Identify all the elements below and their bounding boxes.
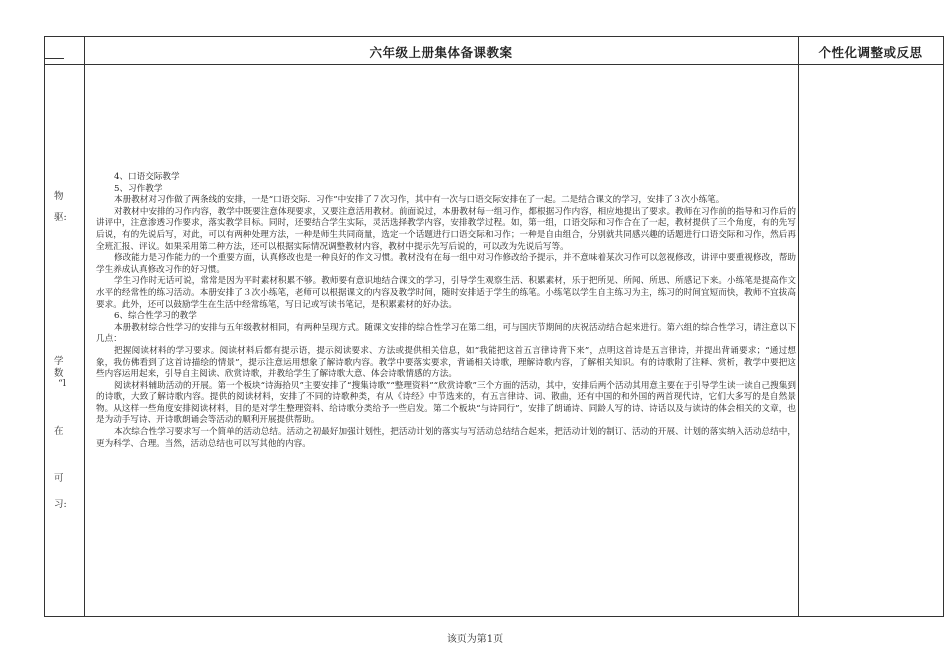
left-margin-tick (44, 58, 64, 59)
content-paragraph: 5、习作教学 (114, 183, 163, 194)
side-fragment: 物 (54, 191, 64, 202)
content-paragraph: 本册教材综合性学习的安排与五年级教材相同，有两种呈现方式。随课文安排的综合性学习在第二组，可与国庆节期间的庆祝活动结合起来进行。第六组的综合性学习，请注意以下几点： (96, 322, 796, 345)
content-paragraph: 学生习作时无话可说，常常是因为平时素材积累不够。教师要有意识地结合课文的学习，引导学生观察生活、积累素材，乐于把所见、所闻、所思、所感记下来。小练笔是提高作文水平的经常性的练习活动。本册安排了３次小练笔，老师可以根据课文的内容及教学时间，随时安排适于学生的练笔。小练笔以学生自主练习为主，练习的时间宜短而快，教师不宜拔高要求。此外，还可以鼓励学生在生活中经常练笔，写日记或写读书笔记，是积累素材的好办法。 (96, 276, 796, 310)
side-column-title: 个性化调整或反思 (818, 45, 923, 60)
content-paragraph: 对教材中安排的习作内容，教学中既要注意体现要求，又要注意活用教材。前面说过，本册教材每一组习作，都根据习作内容，相应地提出了要求。教师在习作前的指导和习作后的讲评中，注意渗透习作要求，落实教学目标。同时，还要结合学生实际，灵活选择教学内容，安排教学过程。如，第一组，口语交际和习作合在了一起，教材提供了三个角度，有的先写后说，有的先说后写，对此，可以有两种处理方法，一种是师生共同商量，选定一个话题进行口语交际和习作；一种是自由组合，分别就共同感兴趣的话题进行口语交际和习作，然后再全班汇报、评议。如果采用第二种方法，还可以根据实际情况调整教材内容，教材中提示先写后说的，可以改为先说后写等。 (96, 206, 796, 252)
frame-divider-line (798, 36, 799, 616)
content-paragraph: 4、口语交际教学 (114, 172, 180, 182)
content-paragraph: 本册教材对习作做了两条线的安排，一是“口语交际．习作”中安排了７次习作，其中有一次与口语交际安排在了一起。二是结合课文的学习，安排了３次小练笔。 (114, 195, 725, 206)
page-number-label: 该页为第1页 (446, 634, 504, 645)
content-paragraph: 6、综合性学习的教学 (114, 311, 197, 322)
frame-content-left-line (84, 36, 85, 616)
side-fragment: “l (58, 378, 66, 389)
header-bottom-line (44, 64, 944, 65)
side-fragment: 可 (54, 473, 64, 484)
lesson-plan-body (96, 172, 796, 450)
side-fragment: 驱: (54, 212, 67, 223)
content-paragraph: 阅读材料辅助活动的开展。第一个板块“诗海拾贝”主要安排了“搜集诗歌”“整理资料”“欣赏诗歌”三个方面的活动，其中，安排后两个活动其用意主要在于引导学生读一读自己搜集到的诗歌，大致了解诗歌内容。提供的阅读材料，安排了不同的诗歌种类，有从《诗经》中节选来的，有五言律诗、词、散曲，还有中国的和外国的两首现代诗，它们大多写的是自然景物。从这样一些角度安排阅读材料，目的是对学生整理资料、给诗歌分类给予一些启发。第二个板块“与诗同行”，安排了朗诵诗、同龄人写的诗、诗话以及与读诗的体会相关的文章，也是为动手写诗、开诗歌朗诵会等活动的顺利开展提供帮助。 (96, 380, 796, 426)
page-title: 六年级上册集体备课教案 (369, 45, 513, 60)
content-paragraph: 把握阅读材料的学习要求。阅读材料后都有提示语，提示阅读要求、方法或提供相关信息，如“我能把这首五言律诗背下来”，点明这首诗是五言律诗，并提出背诵要求；“通过想象，我仿佛看到了这首诗描绘的情景”，提示注意运用想象了解诗歌内容。教学中要落实要求，背诵相关诗歌，理解诗歌内容，了解相关知识。有的诗歌附了注释、赏析，教学中要把这些内容运用起来，引导自主阅读、欣赏诗歌，并教给学生了解诗歌大意、体会诗歌情感的方法。 (96, 345, 796, 380)
frame-top-line (44, 36, 944, 37)
side-fragment: 习: (54, 499, 67, 510)
frame-left-line (44, 36, 45, 616)
content-paragraph: 本次综合性学习要求写一个简单的活动总结。活动之初最好加强计划性，把活动计划的落实与写活动总结结合起来，把活动计划的制订、活动的开展、计划的落实纳入活动总结中，更为科学、合理。当然，活动总结也可以写其他的内容。 (96, 427, 796, 449)
side-fragment: 数 (54, 368, 64, 379)
side-fragment: 学 (54, 356, 64, 367)
content-paragraph: 修改能力是习作能力的一个重要方面，认真修改也是一种良好的作文习惯。教材没有在每一组中对习作修改给予提示，并不意味着某次习作可以忽视修改，讲评中要重视修改，帮助学生养成认真修改习作的好习惯。 (96, 253, 796, 275)
side-fragment: 在 (54, 426, 64, 437)
frame-right-line (943, 36, 944, 616)
frame-bottom-line (44, 616, 944, 617)
